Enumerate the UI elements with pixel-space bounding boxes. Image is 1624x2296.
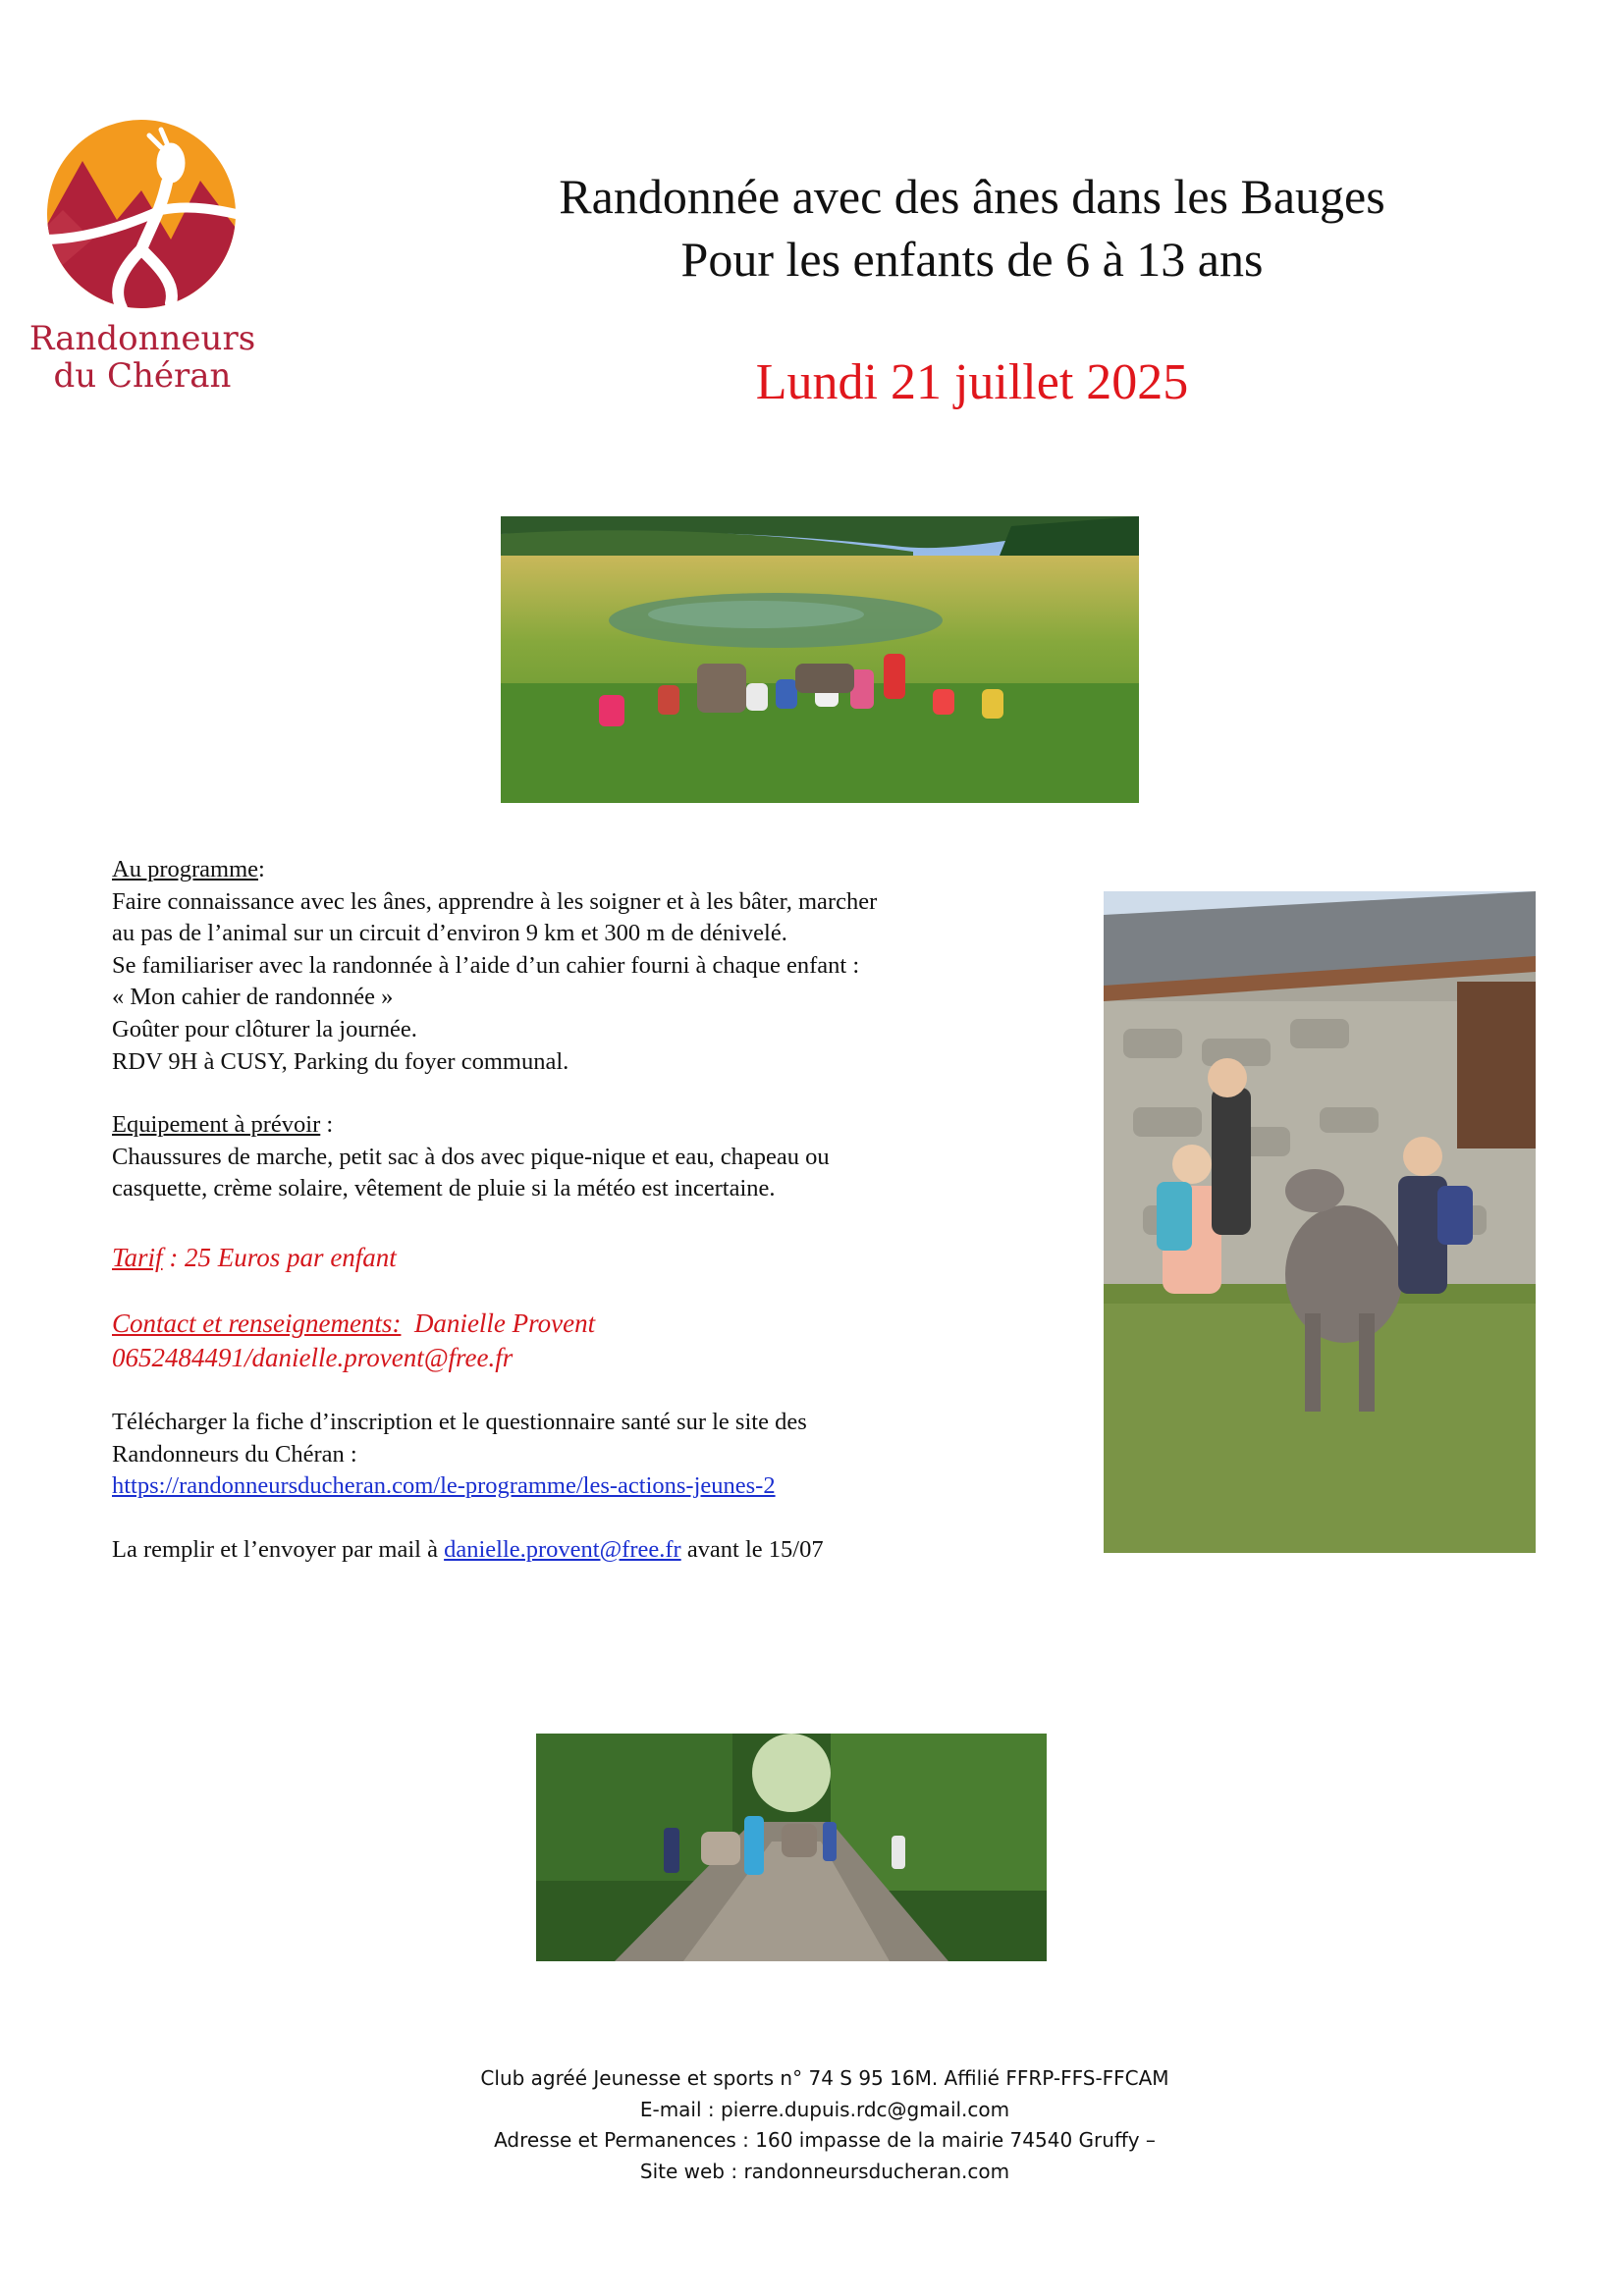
programme-heading-suffix: :	[258, 856, 265, 882]
tarif-text: : 25 Euros par enfant	[162, 1242, 397, 1272]
event-date: Lundi 21 juillet 2025	[755, 354, 1189, 410]
download-line: Randonneurs du Chéran :	[112, 1440, 357, 1468]
club-logo-text	[0, 320, 285, 395]
photo-children-donkey	[1104, 891, 1536, 1553]
programme-line: « Mon cahier de randonnée »	[112, 984, 394, 1011]
tarif	[112, 1241, 1015, 1275]
club-logo-emblem	[24, 102, 259, 338]
programme-line: RDV 9H à CUSY, Parking du foyer communal.	[112, 1047, 569, 1075]
logo-line2: du Chéran	[53, 356, 232, 396]
footer-line4: Site web : randonneursducheran.com	[639, 2159, 1010, 2183]
programme-line: Goûter pour clôturer la journée.	[112, 1015, 417, 1042]
programme-heading	[112, 854, 1015, 886]
photo-group-lake	[501, 516, 1139, 803]
footer-line2: E-mail : pierre.dupuis.rdc@gmail.com	[639, 2097, 1010, 2121]
equipement-heading	[112, 1109, 1015, 1142]
footer-line1: Club agréé Jeunesse et sports n° 74 S 95 16M. Affilié FFRP-FFS-FFCAM	[480, 2066, 1169, 2090]
logo-line1: Randonneurs	[28, 319, 256, 358]
send-suffix: avant le 15/07	[680, 1535, 824, 1563]
programme-link[interactable]: https://randonneursducheran.com/le-programme/les-actions-jeunes-2	[112, 1472, 776, 1500]
footer-line3: Adresse et Permanences : 160 impasse de la mairie 74540 Gruffy –	[494, 2128, 1156, 2152]
download-line: Télécharger la fiche d’inscription et le questionnaire santé sur le site des	[112, 1408, 807, 1435]
tarif-label: Tarif	[112, 1242, 163, 1272]
equipement-line: casquette, crème solaire, vêtement de pluie si la météo est incertaine.	[112, 1175, 776, 1202]
contact-label: Contact et renseignements:	[112, 1308, 402, 1338]
equipement-heading-label: Equipement à prévoir	[112, 1111, 321, 1139]
contact-details: 0652484491/danielle.provent@free.fr	[112, 1342, 514, 1372]
contact-email-link[interactable]: danielle.provent@free.fr	[444, 1535, 681, 1563]
send-prefix: La remplir et l’envoyer par mail à	[112, 1535, 445, 1563]
title-line2: Pour les enfants de 6 à 13 ans	[680, 232, 1264, 287]
send-instructions	[112, 1534, 1015, 1567]
programme-line: Se familiariser avec la randonnée à l’aide d’un cahier fourni à chaque enfant :	[112, 951, 860, 979]
programme-heading-label: Au programme	[112, 856, 258, 882]
title-line1: Randonnée avec des ânes dans les Bauges	[559, 169, 1385, 224]
footer	[373, 2063, 1276, 2187]
equipement-heading-suffix: :	[320, 1111, 334, 1139]
equipement-line: Chaussures de marche, petit sac à dos avec pique-nique et eau, chapeau ou	[112, 1143, 830, 1170]
programme-line: Faire connaissance avec les ânes, apprendre à les soigner et à les bâter, marcher	[112, 887, 878, 915]
programme-line: au pas de l’animal sur un circuit d’environ 9 km et 300 m de dénivelé.	[112, 920, 787, 947]
event-details	[112, 854, 1015, 1566]
contact	[112, 1307, 1015, 1341]
photo-forest-trail	[536, 1734, 1047, 1961]
page-title	[481, 165, 1463, 291]
contact-name: Danielle Provent	[401, 1308, 596, 1338]
